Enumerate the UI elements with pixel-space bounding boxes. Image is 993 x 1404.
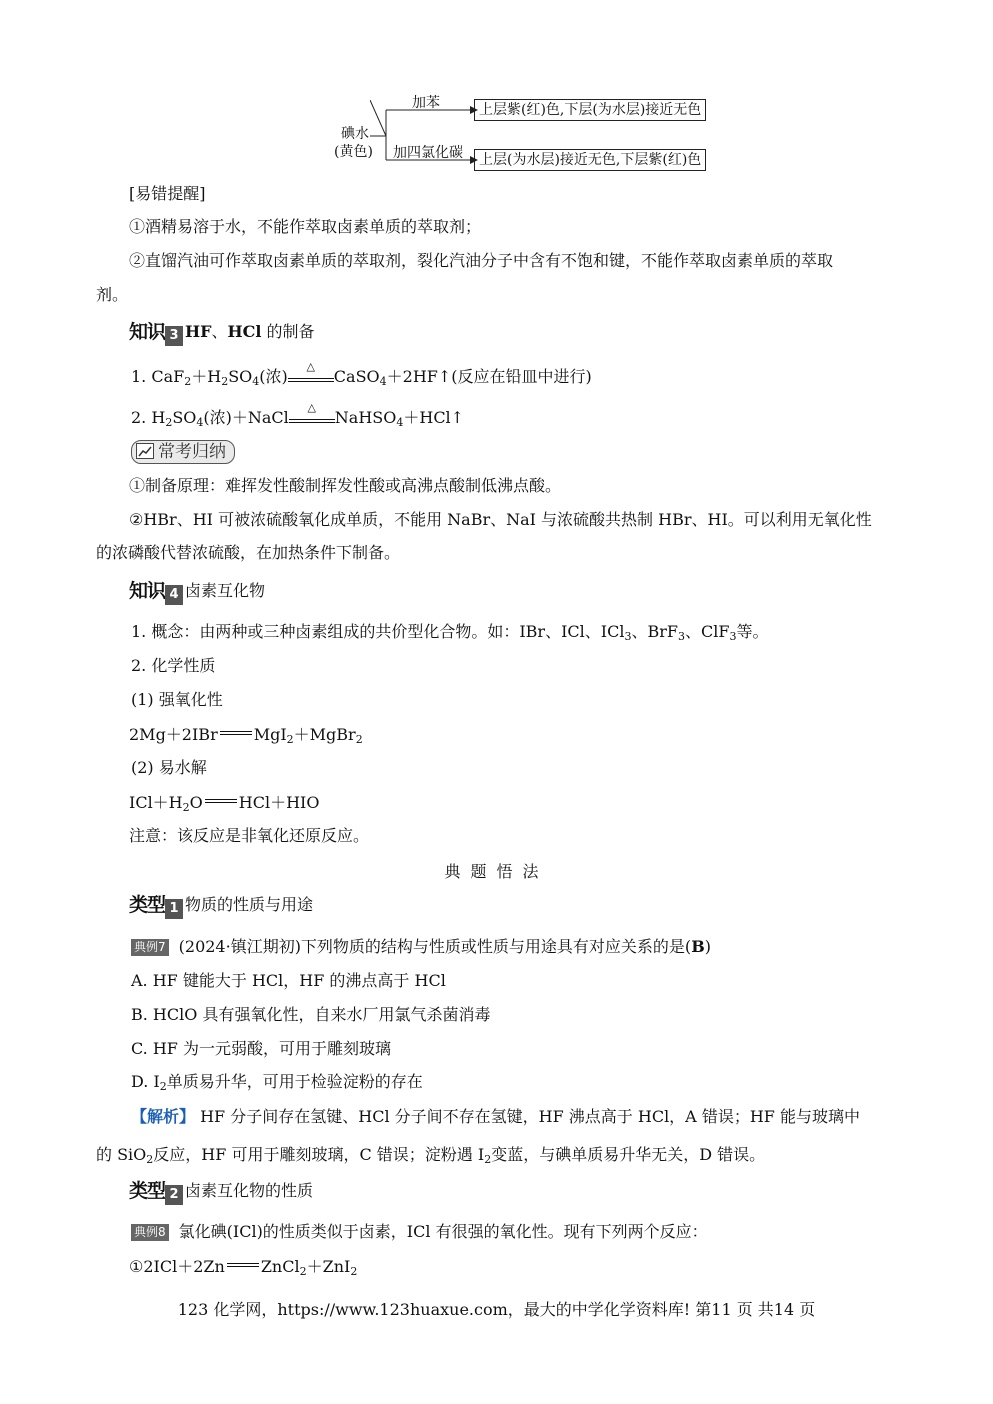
text: 、BrF	[631, 622, 678, 641]
type-label: 类型	[129, 894, 166, 916]
diagram-bottom-label: 加四氯化碳	[393, 145, 463, 161]
question-text: (2024·镇江期初)下列物质的结构与性质或性质与用途具有对应关系的是(	[178, 937, 692, 956]
example-7-question	[131, 936, 711, 958]
sub: 3	[729, 630, 737, 643]
eq-sub: 2	[286, 733, 294, 746]
reminder-title: [易错提醒]	[129, 184, 206, 203]
eq-text: ZnCl	[260, 1257, 300, 1276]
eq-text: ＋HCl↑	[403, 408, 465, 427]
equation-h2so4-nacl	[131, 401, 465, 429]
eq-sub: 2	[350, 1265, 358, 1278]
diagram-bottom-result: 上层(为水层)接近无色,下层紫(红)色	[474, 149, 706, 171]
hydrolysis-heading: (2) 易水解	[131, 758, 207, 777]
eq-text: O	[189, 793, 203, 812]
text: 、ClF	[684, 622, 730, 641]
example-tag: 典例8	[131, 1224, 169, 1241]
text: 反应，HF 可用于雕刻玻璃，C 错误；淀粉遇 I	[153, 1145, 485, 1164]
common-summary-badge	[131, 440, 235, 464]
eq-sub: 2	[182, 801, 190, 814]
type-number: 1	[165, 899, 183, 919]
eq-text: (浓)＋NaCl	[203, 408, 289, 427]
knowledge-3-title-hcl: HCl	[227, 322, 262, 341]
summary-item-2: ②HBr、HI 可被浓硫酸氧化成单质，不能用 NaBr、NaI 与浓硫酸共热制 HBr、HI。可以利用无氧化性	[129, 510, 872, 529]
diagram-source-line2: (黄色)	[334, 144, 373, 160]
knowledge-number: 3	[165, 326, 183, 346]
eq-text: ＋2HF↑(反应在铅皿中进行)	[386, 367, 592, 386]
sub: 2	[484, 1153, 492, 1166]
text: 1. 概念：由两种或三种卤素组成的共价型化合物。如：IBr、ICl、ICl	[131, 622, 625, 641]
reminder-item-2-cont: 剂。	[96, 285, 129, 304]
eq-text: ＋H	[191, 367, 222, 386]
reminder-item-2: ②直馏汽油可作萃取卤素单质的萃取剂，裂化汽油分子中含有不饱和键，不能作萃取卤素单质的萃取	[129, 251, 834, 270]
reminder-item-1: ①酒精易溶于水，不能作萃取卤素单质的萃取剂；	[129, 217, 482, 236]
knowledge-3-heading	[129, 321, 315, 346]
knowledge-3-title-rest: 的制备	[261, 322, 315, 341]
text: 的 SiO	[96, 1145, 147, 1164]
eq-text: MgI	[253, 725, 287, 744]
eq-text: ICl＋H	[129, 793, 183, 812]
example-tag: 典例7	[131, 939, 169, 956]
eq-text: 2Mg＋2IBr	[129, 725, 218, 744]
text: D. I	[131, 1072, 160, 1091]
knowledge-label: 知识	[129, 580, 166, 602]
eq-sub: 4	[252, 375, 260, 388]
heat-equals-sign	[289, 401, 335, 423]
analysis-line-2	[96, 1144, 765, 1166]
equals-sign	[227, 1263, 259, 1267]
sub: 2	[159, 1080, 167, 1093]
text: 单质易升华，可用于检验淀粉的存在	[166, 1072, 423, 1091]
eq-sub: 4	[396, 416, 404, 429]
sub: 3	[624, 630, 632, 643]
type-number: 2	[165, 1185, 183, 1205]
type-label: 类型	[129, 1180, 166, 1202]
knowledge-3-title-hf: HF	[185, 322, 212, 341]
section-title: 典题悟法	[444, 862, 549, 881]
eq-text: CaSO	[333, 367, 380, 386]
knowledge-3-title-sep: 、	[211, 322, 228, 341]
knowledge-label: 知识	[129, 321, 166, 343]
eq-sub: 2	[184, 375, 192, 388]
analysis-text: HF 分子间存在氢键、HCl 分子间不存在氢键，HF 沸点高于 HCl，A 错误；HF 能与玻璃中	[195, 1107, 860, 1126]
eq-sub: 2	[355, 733, 363, 746]
chemical-properties-heading: 2. 化学性质	[131, 656, 216, 675]
diagram-top-label: 加苯	[412, 95, 440, 111]
concept-paragraph	[131, 621, 768, 643]
answer: B	[691, 937, 705, 956]
knowledge-number: 4	[165, 585, 183, 605]
strong-oxidation-heading: (1) 强氧化性	[131, 690, 223, 709]
option-c: C. HF 为一元弱酸，可用于雕刻玻璃	[131, 1039, 391, 1058]
eq-sub: 4	[379, 375, 387, 388]
eq-sub: 4	[196, 416, 204, 429]
knowledge-4-title: 卤素互化物	[185, 581, 266, 600]
question-text: 氯化碘(ICl)的性质类似于卤素，ICl 有很强的氧化性。现有下列两个反应：	[178, 1222, 708, 1241]
equation-caf2	[131, 360, 592, 388]
heat-equals-sign	[288, 360, 334, 382]
eq-text: HCl＋HIO	[238, 793, 320, 812]
equation-icl-h2o	[129, 792, 319, 814]
page-footer: 123 化学网，https://www.123huaxue.com，最大的中学化学资料库! 第11 页 共14 页	[177, 1300, 816, 1319]
text: 等。	[736, 622, 769, 641]
summary-item-1: ①制备原理：难挥发性酸制挥发性酸或高沸点酸制低沸点酸。	[129, 476, 562, 495]
trend-chart-icon	[136, 443, 154, 459]
eq-text: 2. H	[131, 408, 166, 427]
option-d	[131, 1071, 423, 1093]
eq-text: ＋ZnI	[306, 1257, 351, 1276]
eq-text: SO	[228, 367, 253, 386]
question-end: )	[704, 937, 711, 956]
analysis-line-1	[131, 1106, 860, 1128]
type-2-title: 卤素互化物的性质	[185, 1181, 314, 1200]
knowledge-4-heading	[129, 580, 265, 605]
eq-text: ＋MgBr	[293, 725, 356, 744]
option-a: A. HF 键能大于 HCl，HF 的沸点高于 HCl	[131, 971, 446, 990]
equals-sign	[220, 731, 252, 735]
badge-label: 常考归纳	[158, 442, 226, 462]
equation-icl-zn	[129, 1256, 357, 1278]
type-1-title: 物质的性质与用途	[185, 895, 314, 914]
summary-item-2-cont: 的浓磷酸代替浓硫酸，在加热条件下制备。	[96, 543, 401, 562]
text: 变蓝，与碘单质易升华无关，D 错误。	[491, 1145, 766, 1164]
delta-symbol: △	[306, 360, 316, 373]
type-1-heading	[129, 894, 313, 919]
diagram-source-line1: 碘水	[341, 126, 369, 142]
analysis-label: 【解析】	[131, 1107, 196, 1126]
delta-symbol: △	[307, 401, 317, 414]
eq-text: NaHSO	[334, 408, 397, 427]
badge	[131, 440, 235, 464]
sub: 3	[677, 630, 685, 643]
eq-sub: 2	[299, 1265, 307, 1278]
type-2-heading	[129, 1180, 313, 1205]
eq-sub: 2	[221, 375, 229, 388]
diagram-top-result: 上层紫(红)色,下层(为水层)接近无色	[474, 99, 706, 121]
equals-sign	[205, 799, 237, 803]
eq-text: ①2ICl＋2Zn	[129, 1257, 225, 1276]
eq-sub: 2	[165, 416, 173, 429]
example-8-question	[131, 1221, 708, 1243]
note: 注意：该反应是非氧化还原反应。	[129, 826, 370, 845]
eq-text: SO	[172, 408, 197, 427]
eq-text: 1. CaF	[131, 367, 185, 386]
sub: 2	[146, 1153, 154, 1166]
eq-text: (浓)	[259, 367, 288, 386]
equation-mg-ibr	[129, 724, 363, 746]
option-b: B. HClO 具有强氧化性，自来水厂用氯气杀菌消毒	[131, 1005, 491, 1024]
